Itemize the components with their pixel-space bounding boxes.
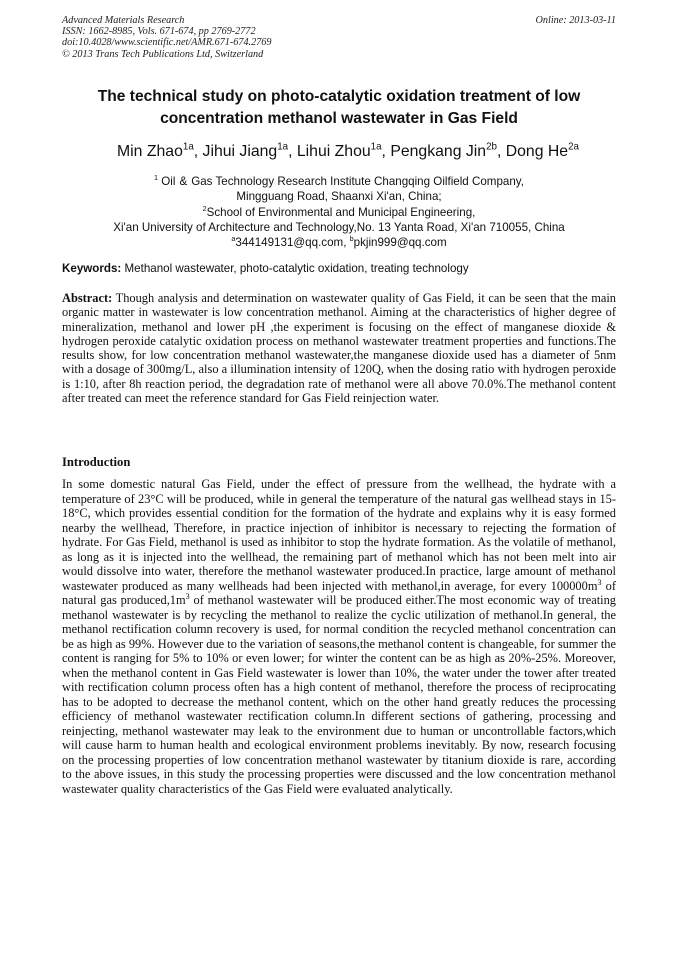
abstract-text: Though analysis and determination on wastewater quality of Gas Field, it can be seen that the main organic matter in wastewater is low concentration methanol. Aiming at the characteristics of higher degree of mineralization, methanol and lower pH ,the experiment is focusing on the effect of manganese dioxide & hydrogen peroxide catalytic oxidation process on methanol wastewater treatment properties and functions.The results show, for low concentration methanol wastewater,the manganese dioxide used has a diameter of 5nm with a dosage of 300mg/L, also a illumination intensity of 120Q, when the dosing ratio with hydrogen peroxide is 1:10, after 8h reaction period, the degradation rate of methanol were all above 70.0%.The methanol content after treated can meet the reference standard for Gas Field reinjection water. xyxy=(62,291,616,406)
author: Pengkang Jin$^{2b}$, xyxy=(390,141,506,160)
keywords xyxy=(62,262,616,276)
author-emails: $^a$344149131@qq.com, $^b$pkjin999@qq.com xyxy=(231,234,447,250)
keywords-label: Keywords: xyxy=(62,262,122,275)
copyright-line: © 2013 Trans Tech Publications Ltd, Switzerland xyxy=(62,48,264,60)
online-date: Online: 2013-03-11 xyxy=(535,15,616,26)
doi-line: doi:10.4028/www.scientific.net/AMR.671-674.2769 xyxy=(62,37,272,49)
affiliation-1: $^1$ Oil & Gas Technology Research Institute Changqing Oilfield Company, xyxy=(154,173,524,188)
affiliation-2-address: Xi'an University of Architecture and Technology,No. 13 Yanta Road, Xi'an 710055, China xyxy=(113,220,565,234)
author: Jihui Jiang$^{1a}$, xyxy=(202,141,297,160)
keywords-text: Methanol wastewater, photo-catalytic oxidation, treating technology xyxy=(121,262,469,275)
introduction-paragraph: In some domestic natural Gas Field, under the effect of pressure from the wellhead, the hydrate with a temperature of 23°C will be produced, while in general the temperature of the natural gas wellhead stays in 15-18°C, which provides essential condition for the formation of the hydrate and explains why it is easy formed nearby the wellhead, Therefore, in practice injection of inhibitor is necessary to rejecting the formation of hydrate. For Gas Field, methanol is used as inhibitor to stop the hydrate formation. As the volatile of methanol, as long as it is injected into the wellhead, the remaining part of methanol which has not been melt into air would dissolve into water, therefore the methanol wastewater produced.In practice, large amount of methanol wastewater produced as many wellheads had been injected with methanol,in average, for every $100000m^3$ of natural gas $produced,1m^3$ of methanol wastewater will be produced either.The most economic way of treating methanol wastewater is by recycling the methanol to realize the cyclic utilization of methanol.In general, the methanol rectification column recovery is used, for normal condition the recycled methanol concentration can be as high as 99%. However due to the variation of seasons,the methanol content is changeable, for summer the content is ranging for 5% to 10% or even lower; for winter the content can be as high as 20%-25%. Moreover, when the methanol content in Gas Field wastewater is lower than 10%, the water under the tower after treated with rectification column process often has a high content of methanol, therefore the process of reciprocating has to be adopted to decrease the methanol content, which on the other hand greatly reduces the processing efficiency of methanol wastewater rectification column.In different sections of gathering, processing and reinjecting, methanol wastewater may leak to the environment due to human or uncontrollable factors,which will cause harm to human health and ecological environment problems inevitably. By now, research focusing on the processing properties of low concentration methanol wastewater by titanium dioxide is rare, according to the above issues, in this study the processing properties were discussed and the low concentration methanol wastewater quality characteristics of the Gas Field were evaluated analytically. xyxy=(62,477,616,796)
affiliations xyxy=(62,174,616,250)
issn-line: ISSN: 1662-8985, Vols. 671-674, pp 2769-2772 xyxy=(62,26,256,38)
journal-header xyxy=(62,15,616,60)
abstract xyxy=(62,291,616,405)
journal-name: Advanced Materials Research xyxy=(62,15,185,26)
affiliation-2: $^2$School of Environmental and Municipal Engineering, xyxy=(202,203,476,219)
title-line-1: The technical study on photo-catalytic oxidation treatment of low xyxy=(97,88,581,105)
abstract-label: Abstract: xyxy=(62,291,113,305)
author: Dong $He^{2a}$ xyxy=(505,141,579,160)
title-line-2: concentration methanol wastewater in Gas Field xyxy=(160,110,518,127)
section-heading-introduction: Introduction xyxy=(62,455,131,469)
author: Lihui Zhou$^{1a}$, xyxy=(296,141,391,160)
author: Min Zhao$^{1a}$, xyxy=(117,141,203,160)
author-list xyxy=(62,142,616,162)
paper-title xyxy=(62,86,616,130)
affiliation-1-address: Mingguang Road, Shaanxi Xi'an, China; xyxy=(236,190,442,204)
